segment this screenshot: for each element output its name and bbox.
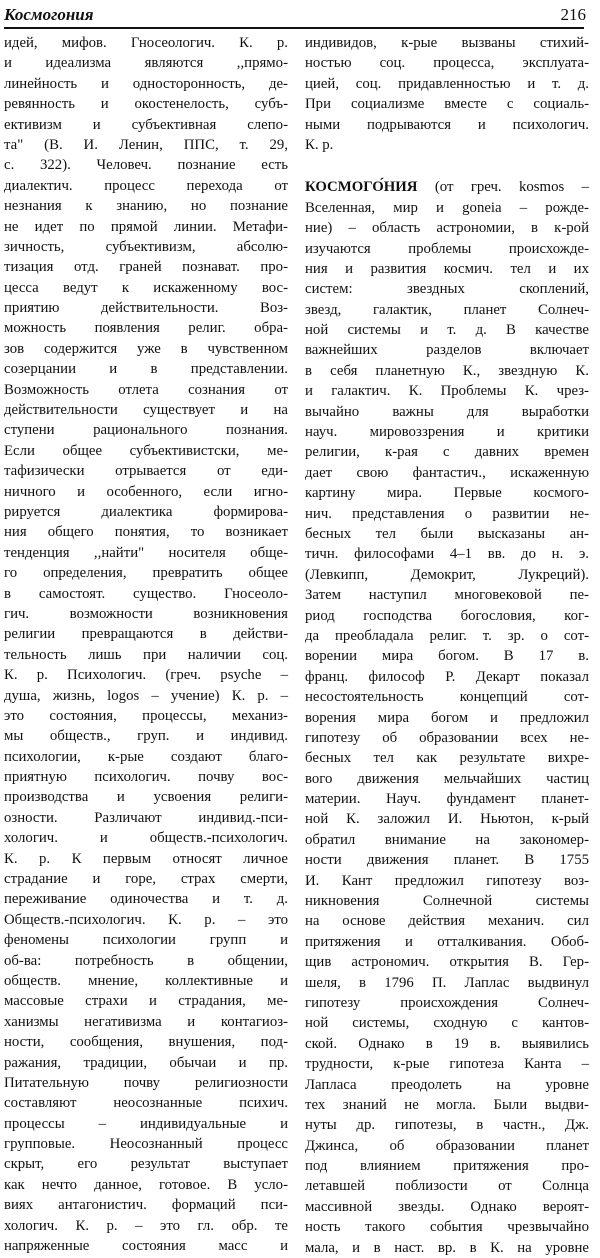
text-line: составляют неосознанные психич. (4, 1095, 288, 1112)
text-line: риод господства богословия, ког- (305, 607, 589, 624)
text-line: трудности, к-рые гипотеза Канта – (305, 1056, 589, 1073)
text-line: идей, мифов. Гносеологич. К. р. (4, 35, 288, 51)
text-line: важнейших разделов включает (305, 342, 589, 359)
text-line: Лапласа преодолеть на уровне (305, 1076, 589, 1093)
text-line: картину мира. Первые космого- (305, 485, 589, 502)
text-line: ревянность и окостенелость, субъ- (4, 96, 288, 113)
text-line: тизация отд. граней познават. про- (4, 259, 288, 276)
text-line: в самостоят. существо. Гносеоло- (4, 585, 288, 602)
text-line: ражания, традиции, обычаи и пр. (4, 1054, 288, 1071)
entry-gap (305, 155, 589, 177)
text-line: хологич. К. р. – это гл. обр. те (4, 1217, 288, 1234)
text-line: вого движения мельчайших частиц (305, 770, 589, 787)
text-line: не идет по прямой линии. Метафи- (4, 218, 288, 235)
text-line: зичность, субъективизм, абсолю- (4, 238, 288, 255)
dictionary-entry (305, 177, 589, 1258)
text-line: душа, жизнь, logos – учение) К. р. – (4, 687, 288, 704)
entry-line: (от греч. kosmos – (434, 179, 589, 196)
text-line: и галактич. К. Проблемы К. чрез- (305, 383, 589, 400)
text-line: систем: звездных скоплений, (305, 281, 589, 298)
text-line: ности движения планет. В 1755 (305, 852, 589, 869)
text-line: несостоятельность концепций сот- (305, 689, 589, 706)
text-line: скрыт, его результат выступает (4, 1156, 288, 1173)
text-line: действительности существует и на (4, 402, 288, 419)
text-line: незнания к знанию, но познание (4, 198, 288, 215)
text-line: тенденция ,,найти" носителя обще- (4, 544, 288, 561)
text-line: переживание одиночества и т. д. (4, 891, 288, 908)
text-line: ворении мира богом. В 17 в. (305, 648, 589, 665)
text-line: можность появления религ. обра- (4, 320, 288, 337)
text-line: И. Кант предложил гипотезу воз- (305, 872, 589, 889)
text-line: гич. возможности возникновения (4, 605, 288, 622)
text-line: это состояния, процессы, механиз- (4, 707, 288, 724)
text-line: об-ва: потребность в общении, (4, 952, 288, 969)
text-line: под влиянием притяжения про- (305, 1158, 589, 1175)
text-line: шеля, в 1796 П. Лаплас выдвинул (305, 974, 589, 991)
text-line: ничного и особенного, если игно- (4, 483, 288, 500)
text-line: гипотезу об образовании всех не- (305, 729, 589, 746)
text-line: как нечто данное, готовое. В усло- (4, 1176, 288, 1193)
text-line: тельность лишь при наличии соц. (4, 646, 288, 663)
text-line: нуты др. гипотезы, в частн., Дж. (305, 1117, 589, 1134)
text-line: мала, и в наст. вр. в К. на уровне (305, 1239, 589, 1256)
text-line: процессы – индивидуальные и (4, 1115, 288, 1132)
text-line: Обществ.-психологич. К. р. – это (4, 911, 288, 928)
text-line: массивной звезды. Однако вероят- (305, 1198, 589, 1215)
text-line: притяжения и отталкивания. Обоб- (305, 933, 589, 950)
text-line: Если общее субъективистски, ме- (4, 442, 288, 459)
text-line: страдание и горе, страх смерти, (4, 871, 288, 888)
text-line: ной системы, сходную с кантов- (305, 1015, 589, 1032)
text-line: и идеализма являются ,,прямо- (4, 55, 288, 72)
text-line: гипотезу происхождения Солнеч- (305, 994, 589, 1011)
text-line: да преобладала религ. т. зр. о сот- (305, 627, 589, 644)
text-line: цией, соц. придавленностью и т. д. (305, 75, 589, 92)
text-line: ективизм и субъективная слепо- (4, 116, 288, 133)
text-line: религии, к-рая с давних времен (305, 444, 589, 461)
text-line: материи. Науч. фундамент планет- (305, 791, 589, 808)
text-line: напряженные состояния масс и (4, 1238, 288, 1255)
text-line: ворения мира богом и предложил (305, 709, 589, 726)
text-line: К. р. К первым относят личное (4, 850, 288, 867)
text-line: хологич. и обществ.-психологич. (4, 830, 288, 847)
text-line: тех знаний не могла. Были выдви- (305, 1096, 589, 1113)
text-line: ской. Однако в 19 в. выявились (305, 1035, 589, 1052)
text-line: К. р. (305, 136, 334, 153)
text-line: ние) – область астрономии, в к-рой (305, 220, 589, 237)
text-line: Джинса, об образовании планет (305, 1137, 589, 1154)
text-line: приятную психологич. почву вос- (4, 769, 288, 786)
text-line: приятию действительности. Воз- (4, 300, 288, 317)
text-line: бесных тел были высказаны ан- (305, 525, 589, 542)
text-line: изучаются проблемы происхожде- (305, 240, 589, 257)
entry-headword: КОСМОГО́НИЯ (305, 179, 418, 196)
text-line: никновения Солнечной системы (305, 893, 589, 910)
text-line: франц. философ Р. Декарт показал (305, 668, 589, 685)
text-line: бесных тел как результате вихре- (305, 750, 589, 767)
text-line: озности. Различают индивид.-пси- (4, 809, 288, 826)
text-line: ступени рационального познания. (4, 422, 288, 439)
text-line: мы обществ., груп. и индивид. (4, 728, 288, 745)
text-line: в себя планетную К., звездную К. (305, 362, 589, 379)
text-line: ностью соц. процесса, эксплуата- (305, 55, 589, 72)
text-line: К. р. Психологич. (греч. psyche – (4, 667, 288, 684)
text-line: Питательную почву религиозности (4, 1074, 288, 1091)
text-line: ной системы и т. д. В качестве (305, 322, 589, 339)
text-line: диалектич. процесс перехода от (4, 177, 288, 194)
text-line: тафизически отрывается от еди- (4, 463, 288, 480)
text-line: вычайно важны для выработки (305, 403, 589, 420)
text-line: рируется диалектика формирова- (4, 503, 288, 520)
text-line: щив астрономич. открытия В. Гер- (305, 954, 589, 971)
text-line: ния общего понятия, то возникает (4, 524, 288, 541)
text-line: массовые страхи и страдания, ме- (4, 993, 288, 1010)
text-line: ными подрываются и психологич. (305, 116, 589, 133)
text-line: зов содержится уже в чувственном (4, 340, 288, 357)
text-line: ния и развития космич. тел и их (305, 260, 589, 277)
text-line: тичн. философами 4–1 вв. до н. э. (305, 546, 589, 563)
text-line: цесса ведут к искаженному вос- (4, 279, 288, 296)
text-line: обратил внимание на закономер- (305, 831, 589, 848)
text-line: летавшей поблизости от Солнца (305, 1178, 589, 1195)
text-line: (Левкипп, Демокрит, Лукреций). (305, 566, 589, 583)
running-head: Космогония (4, 5, 94, 24)
text-line: на основе действия механич. сил (305, 913, 589, 930)
text-line: Затем наступил многовековой пе- (305, 587, 589, 604)
text-line: производства и усвоения религи- (4, 789, 288, 806)
text-line: го определения, превратить общее (4, 565, 288, 582)
text-line: обществ. мнение, коллективные и (4, 972, 288, 989)
text-line: ханизмы негативизма и контагиоз- (4, 1013, 288, 1030)
text-line: та" (В. И. Ленин, ППС, т. 29, (4, 136, 288, 153)
text-line: с. 322). Человеч. познание есть (4, 157, 288, 174)
text-line: ной К. заложил И. Ньютон, к-рый (305, 811, 589, 828)
left-column (4, 33, 288, 1255)
text-line: созерцании и в представлении. (4, 361, 288, 378)
text-line: звезд, галактик, планет Солнеч- (305, 301, 589, 318)
text-line: нич. представления о развитии не- (305, 505, 589, 522)
header-rule (4, 27, 584, 29)
entry-first-line (305, 177, 589, 197)
text-line: ность такого события чрезвычайно (305, 1219, 589, 1236)
text-line: линейность и односторонность, де- (4, 75, 288, 92)
text-line: науч. мировоззрения и критики (305, 424, 589, 441)
text-line: виях антагонистич. формаций пси- (4, 1197, 288, 1214)
right-column (305, 33, 589, 1256)
text-line: ности, сообщения, внушения, под- (4, 1034, 288, 1051)
page-number: 216 (560, 5, 586, 24)
previous-entry-continuation (305, 33, 589, 155)
text-line: дает свою фантастич., искаженную (305, 464, 589, 481)
text-line: религии превращаются в действи- (4, 626, 288, 643)
text-line: Вселенная, мир и goneia – рожде- (305, 199, 589, 216)
text-line: феномены психологии групп и (4, 932, 288, 949)
text-line: групповые. Неосознанный процесс (4, 1136, 288, 1153)
text-line: При социализме вместе с социаль- (305, 96, 589, 113)
text-line: Возможность отлета сознания от (4, 381, 288, 398)
text-line: психологии, к-рые создают благо- (4, 748, 288, 765)
text-line: индивидов, к-рые вызваны стихий- (305, 35, 589, 51)
